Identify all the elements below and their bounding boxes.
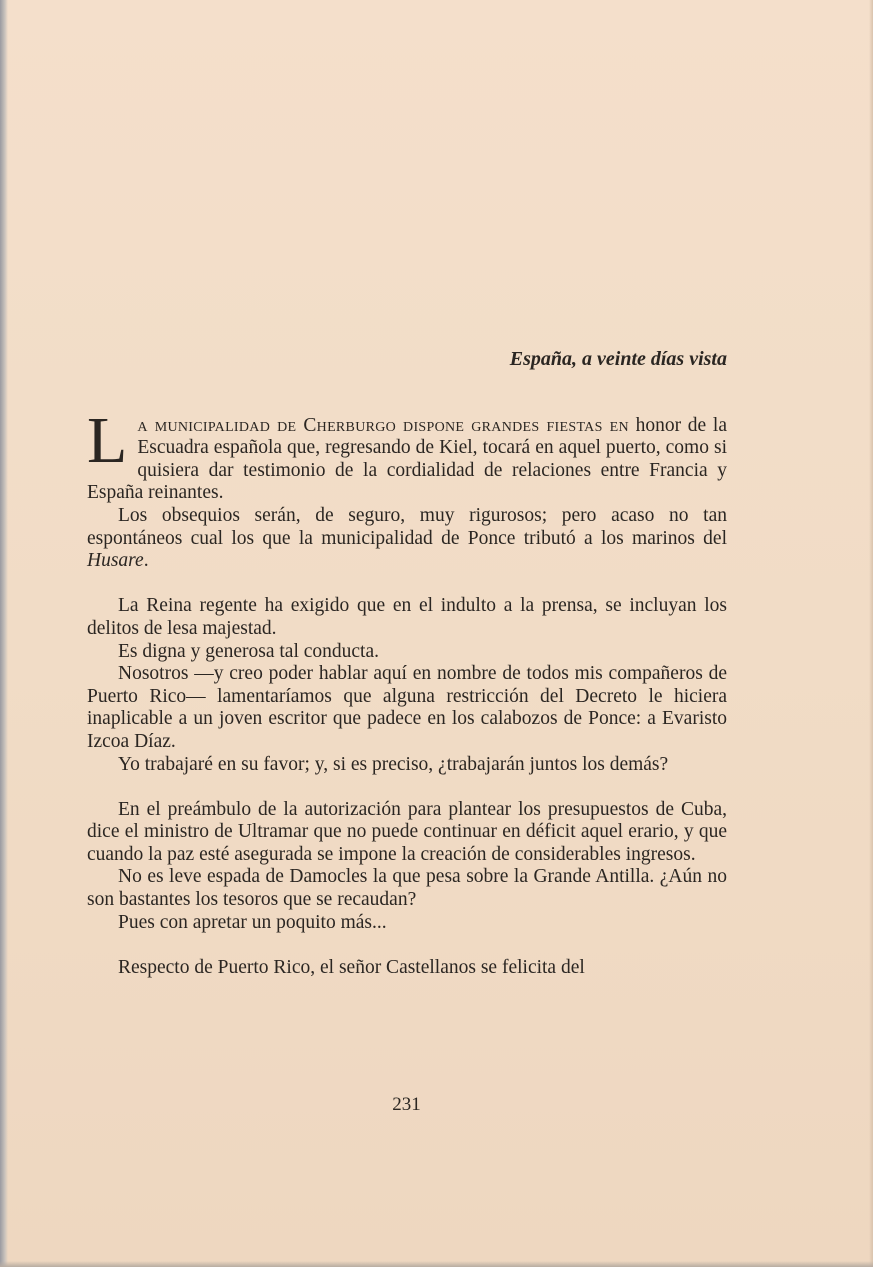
- paragraph-2-end: .: [143, 550, 149, 572]
- paragraph-2: [87, 505, 727, 573]
- ship-name: Husare: [87, 550, 144, 572]
- page-number: 231: [392, 1094, 421, 1115]
- page-bottom-edge: [0, 1261, 873, 1267]
- paragraph-5: Nosotros —y creo poder hablar aquí en nombre de todos mis compañeros de Puerto Rico— lamentaríamos que alguna restricción del Decreto le hiciera inaplicable a un joven escritor que padece en los calabozos de Ponce: a Evaristo Izcoa Díaz.: [87, 663, 727, 752]
- paragraph-4: Es digna y generosa tal conducta.: [118, 640, 379, 662]
- paragraph-8: No es leve espada de Damocles la que pesa sobre la Grande Antilla. ¿Aún no son bastantes los tesoros que se recaudan?: [87, 866, 727, 911]
- paragraph-1: [87, 403, 727, 505]
- paragraph-1-smallcaps: a municipalidad de Cherburgo dispone grandes fiestas en: [137, 414, 629, 436]
- section-gap: [87, 776, 727, 799]
- paragraph-6: Yo trabajaré en su favor; y, si es preciso, ¿trabajarán juntos los demás?: [118, 753, 669, 775]
- paragraph-9: Pues con apretar un poquito más...: [118, 911, 387, 933]
- article-title: España, a veinte días vista: [509, 348, 727, 370]
- paragraph-1-text: honor de la Escuadra española que, regresando de Kiel, tocará en aquel puerto, como si quisiera dar testimonio de la cordialidad de relaciones entre Francia y España reinantes.: [87, 414, 727, 504]
- page-left-edge: [0, 0, 8, 1267]
- drop-cap: L: [87, 403, 128, 477]
- article-body: [87, 348, 727, 979]
- section-gap: [87, 934, 727, 957]
- paragraph-3: La Reina regente ha exigido que en el indulto a la prensa, se incluyan los delitos de lesa majestad.: [87, 595, 727, 639]
- section-gap: [87, 573, 727, 596]
- paragraph-10: Respecto de Puerto Rico, el señor Castellanos se felicita del: [118, 956, 585, 978]
- paragraph-2-text: Los obsequios serán, de seguro, muy rigurosos; pero acaso no tan espontáneos cual los que la municipalidad de Ponce tributó a los marinos del: [87, 504, 727, 549]
- page-right-edge: [869, 0, 873, 1267]
- paragraph-7: En el preámbulo de la autorización para plantear los presupuestos de Cuba, dice el ministro de Ultramar que no puede continuar en déficit aquel erario, y que cuando la paz esté asegurada se impone la creación de considerables ingresos.: [87, 798, 727, 865]
